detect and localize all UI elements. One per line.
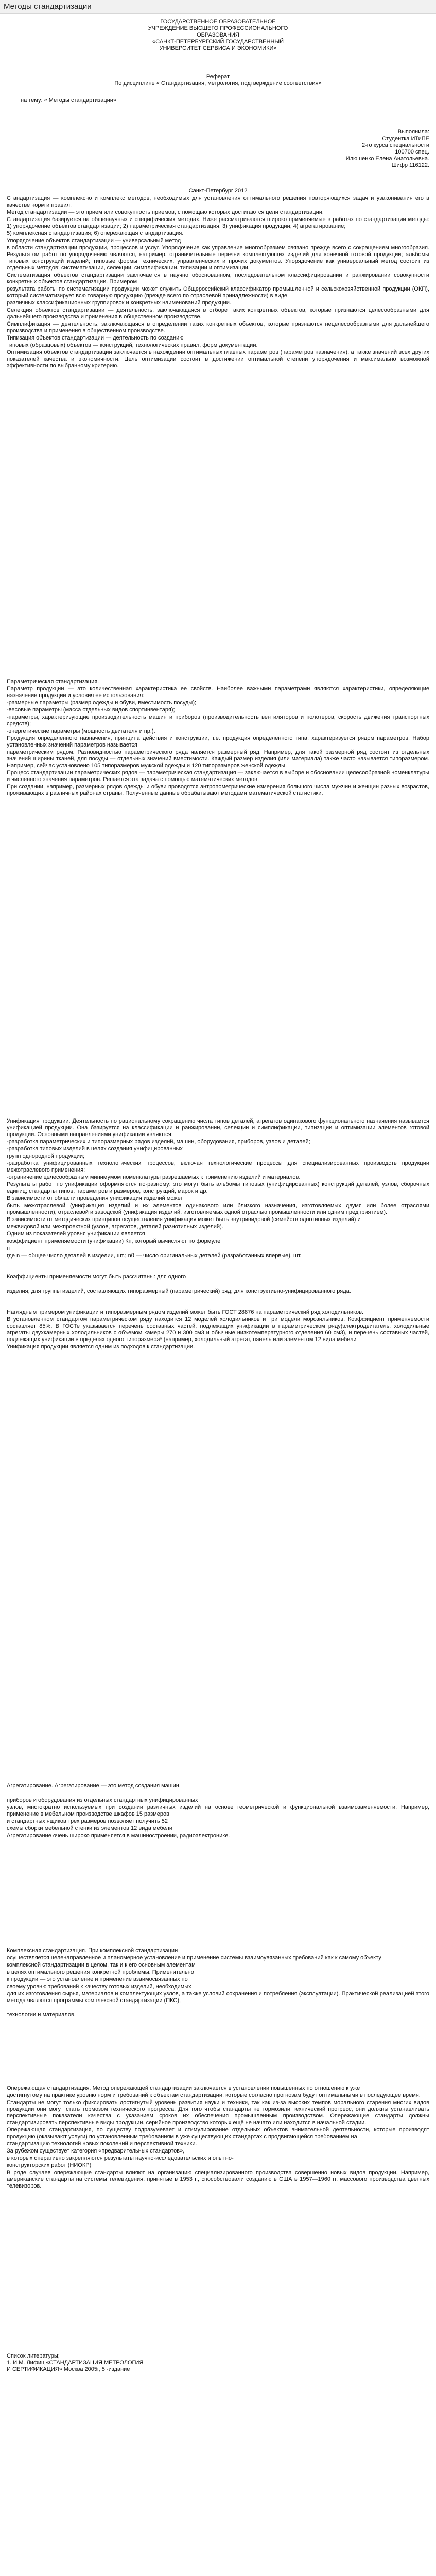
header-line: ОБРАЗОВАНИЯ: [197, 32, 239, 38]
city-year: Санкт-Петербург 2012: [188, 188, 248, 194]
author-line: Студентка ИТиПЕ: [382, 135, 429, 142]
paragraph: стандартизацию технологий новых поколений и перспективной техники.: [7, 2141, 197, 2147]
formula-symbol: Коэффициенты применяемости могут быть рассчитаны: для одного: [7, 1274, 186, 1280]
header-line: УНИВЕРСИТЕТ СЕРВИСА И ЭКОНОМИКИ»: [159, 45, 277, 52]
referat-label: Реферат: [206, 74, 230, 80]
paragraph: -разработка унифицированных технологических процессов, включая технологические процессы для специализированных производств продукции межотраслевого применения;: [7, 1160, 429, 1173]
paragraph: своему уровню требований к качеству готовых изделий, необходимых: [7, 1984, 191, 1990]
paragraph: технологии и материалов.: [7, 2012, 76, 2018]
paragraph: Оптимизация объектов стандартизации заключается в нахождении оптимальных главных параметров (параметров назначения), а также значений всех других показателей качества и экономичности. Цель оптимизации состоит в достижении оптимальной степени упорядочения и максимально возможной эффективности по выбранному критерию.: [7, 349, 429, 369]
paragraph: групп однородной продукции;: [7, 1153, 85, 1159]
section-aggregation: [7, 1783, 429, 1840]
paragraph: Стандартизация базируется на общенаучных и специфических методах. Ниже рассматриваются широко применяемые в работах по стандартизации методы: 1) упорядочение объектов стандартизации; 2) параметрическая стандартизация; 3) унификация продукции; 4) агрегатирование;: [7, 216, 429, 229]
paragraph: Стандарты не могут только фиксировать достигнутый уровень развития науки и техники, так как из-за высоких темпов морального старения многих видов продукции они могут стать тормозом технического прогресса. Для того чтобы стандарты не тормозили технический прогресс, они должны устанавливать перспективные показатели качества с указанием сроков их обеспечения промышленным производством. Опережающие стандарты должны стандартизировать перспективные виды продукции, серийное производство которых ещё не начато или находится в начальной стадии.: [7, 2099, 429, 2126]
paragraph: Типизация объектов стандартизации — деятельность по созданию: [7, 335, 184, 341]
spacer: [7, 2005, 429, 2011]
spacer: [7, 1295, 429, 1309]
formula-spacer: [7, 1281, 429, 1287]
discipline-line: По дисциплине « Стандартизация, метрология, подтверждение соответствия»: [114, 80, 322, 87]
paragraph: различных классификационных группировок и конкретных наименований продукции.: [7, 300, 231, 306]
paragraph: -размерные параметры (размер одежды и обуви, вместимость посуды);: [7, 700, 197, 706]
references: [7, 2353, 429, 2373]
header-line: ГОСУДАРСТВЕННОЕ ОБРАЗОВАТЕЛЬНОЕ: [160, 19, 276, 25]
paragraph: изделия; для группы изделий, составляющих типоразмерный (параметрический) ряд; для конструктивно-унифицированного ряда.: [7, 1288, 351, 1294]
paragraph: Селекция объектов стандартизации — деятельность, заключающаяся в отборе таких конкретных объектов, которые признаются целесообразными для дальнейшего производства и применения в общественном производстве.: [7, 307, 429, 320]
section-ordering: [7, 195, 429, 370]
paragraph: узлов, многократно используемых при создании различных изделий на основе геометрической и функциональной взаимозаменяемости. Например, применение в мебельном производстве шкафов 15 размеров: [7, 1804, 429, 1817]
header-line: «САНКТ-ПЕТЕРБУРГСКИЙ ГОСУДАРСТВЕННЫЙ: [152, 39, 284, 45]
paragraph: Систематизация объектов стандартизации заключается в научно обоснованном, последовательном классифицировании и ранжировании совокупности конкретных объектов стандартизации. Примером: [7, 272, 429, 285]
author-block: [7, 129, 429, 169]
section-advanced: [7, 2085, 429, 2190]
paragraph: типовых (образцовых) объектов — конструкций, технологических правил, форм документации.: [7, 342, 258, 348]
paragraph: Упорядочение объектов стандартизации — универсальный метод: [7, 238, 181, 244]
paragraph: Продукция определенного назначения, принципа действия и конструкции, т.е. продукция определенного типа, характеризуется рядом параметров. Набор установленных значений параметров называется: [7, 735, 429, 748]
title-bar: [0, 0, 436, 14]
paragraph: За рубежом существует категория «предварительных стандартов»,: [7, 2148, 185, 2154]
paragraph: Параметрическая стандартизация.: [7, 679, 99, 685]
paragraph: межвидовой или межпроектной (узлов, агрегатов, деталей разнотипных изделий).: [7, 1224, 223, 1230]
formula-spacer: [7, 1260, 429, 1273]
paragraph: Наглядным примером унификации и типоразмерным рядом изделий может быть ГОСТ 28876 на параметрический ряд холодильников.: [7, 1309, 364, 1315]
paragraph: При создании, например, размерных рядов одежды и обуви проводятся антропометрические измерения большого числа мужчин и женщин разных возрастов, проживающих в различных районах страны. Полученные данные обрабатывают методами математической статистики.: [7, 784, 429, 796]
paragraph: конструкторских работ (НИОКР): [7, 2162, 92, 2168]
section-parametric: [7, 679, 429, 798]
paragraph: в области стандартизации продукции, процессов и услуг. Упорядочение как управление многообразием связано прежде всего с сокращением многообразия. Результатом работ по упорядочению являются, например, ограничительные перечни комплектующих изделий для конечной готовой продукции; альбомы типовых конструкций изделий; типовые формы технических, управленческих и прочих документов. Упорядочение как универсальный метод состоит из отдельных методов: систематизации, селекции, симплификации, типизации и оптимизации.: [7, 245, 429, 271]
paragraph: В ряде случаев опережающие стандарты влияют на организацию специализированного производства совершенно новых видов продукции. Например, американские стандарты на системы телевидения, принятые в 1953 г., способствовали созданию в США в 1957—1960 гг. массового производства цветных телевизоров.: [7, 2170, 429, 2189]
paragraph: результата работы по систематизации продукции может служить Общероссийский классификатор промышленной и сельскохозяйственной продукции (ОКП), который систематизирует всю товарную продукцию (прежде всего по отраслевой принадлежности) в виде: [7, 286, 429, 299]
paragraph: Результаты работ по унификации оформляются по-разному: это могут быть альбомы типовых (унифицированных) конструкций деталей, узлов, сборочных единиц; стандарты типов, параметров и размеров, конструкций, марок и др.: [7, 1181, 429, 1194]
author-line: Илюшенко Елена Анатольевна.: [345, 156, 429, 162]
paragraph: -разработка типовых изделий в целях создания унифицированных: [7, 1146, 183, 1152]
paragraph: схемы сборки мебельной стенки из элементов 12 вида мебели: [7, 1825, 172, 1832]
paragraph: Метод стандартизации — это прием или совокупность приемов, с помощью которых достигаются цели стандартизации.: [7, 209, 324, 215]
author-line: 2-го курса специальности: [362, 142, 429, 148]
document-title: Методы стандартизации: [4, 2, 92, 11]
references-title: Список литературы;: [7, 2353, 60, 2359]
topic-line: на тему: « Методы стандартизации»: [21, 97, 117, 104]
paragraph: Процесс стандартизации параметрических рядов — параметрическая стандартизация — заключается в выборе и обосновании целесообразной номенклатуры и численного значения параметров. Решается эта задача с помощью математических методов.: [7, 770, 429, 783]
paragraph: -энергетические параметры (мощность двигателя и пр.).: [7, 728, 155, 734]
paragraph: Стандартизация — комплексно и комплекс методов, необходимых для установления оптимального решения повторяющихся задач и узаконивания его в качестве норм и правил.: [7, 195, 429, 208]
paragraph: -разработка параметрических и типоразмерных рядов изделий, машин, оборудования, приборов, узлов и деталей;: [7, 1139, 310, 1145]
reference-item: И СЕРТИФИКАЦИЯ» Москва 2005г, 5 -издание: [7, 2366, 130, 2372]
paragraph: Одним из показателей уровня унификации является: [7, 1231, 145, 1237]
paragraph: 5) комплексная стандартизация; 6) опережающая стандартизация.: [7, 230, 184, 236]
paragraph: для их изготовления сырья, материалов и комплектующих узлов, а также условий сохранения и потребления (эксплуатации). Практической реализацией этого метода являются программы комплексной стандартизации (ПКС),: [7, 1991, 429, 2004]
paragraph: Опережающая стандартизация. Метод опережающей стандартизации заключается в установлении повышенных по отношению к уже: [7, 2085, 360, 2091]
paragraph: Агрегатирование очень широко применяется в машиностроении, радиоэлектронике.: [7, 1833, 230, 1839]
paragraph: приборов и оборудования из отдельных стандартных унифицированных: [7, 1797, 198, 1803]
paragraph: в которых оперативно закрепляются результаты научно-исследовательских и опытно-: [7, 2155, 234, 2161]
paragraph: параметрическим рядом. Разновидностью параметрического ряда является размерный ряд. Например, для такой размерной ряд состоит из отдельных значений ширины тканей, для посуды — отдельных значений вместимости. Каждый размер изделия (или материала) также часто называется типоразмером. Например, сейчас установлено 105 типоразмеров мужской одежды и 120 типоразмеров женской одежды.: [7, 749, 429, 769]
spacer: [7, 1790, 429, 1797]
paragraph: Агрегатирование. Агрегатирование — это метод создания машин,: [7, 1783, 181, 1789]
paragraph: Опережающая стандартизация, по существу подразумевает и стимулирование отдельных объектов внимательной деятельности, которые производят продукцию (оказывают услуги) по установленным требованиям в уже существующих стандартах с продвигающейся требованием на: [7, 2127, 429, 2140]
paragraph: и стандартных ящиков трех размеров позволяет получить 52: [7, 1818, 168, 1824]
paragraph: быть межотраслевой (унификация изделий и их элементов одинакового или близкого назначения, изготовляемых двумя или более отраслями промышленности), отраслевой и заводской (унификация изделий, изготовляемых одной отраслью промышленности или одним предприятием).: [7, 1202, 429, 1215]
paragraph: Параметр продукции — это количественная характеристика ее свойств. Наиболее важными параметрами являются характеристики, определяющие назначение продукции и условия ее использования:: [7, 686, 429, 699]
header-line: УЧРЕЖДЕНИЕ ВЫСШЕГО ПРОФЕССИОНАЛЬНОГО: [148, 25, 288, 31]
paragraph: -весовые параметры (масса отдельных видов спортинвентаря);: [7, 707, 175, 713]
paragraph: где n — общее число деталей в изделии, шт.; n0 — число оригинальных деталей (разработанных впервые), шт.: [7, 1252, 302, 1259]
paragraph: комплексной стандартизации в целом, так и к его основным элементам: [7, 1962, 196, 1968]
section-complex: [7, 1947, 429, 2019]
paragraph: Симплификация — деятельность, заключающаяся в определении таких конкретных объектов, которые признаются нецелесообразными для дальнейшего производства и применения в общественном производстве.: [7, 321, 429, 334]
paragraph: п: [7, 1245, 10, 1251]
paragraph: -параметры, характеризующие производительность машин и приборов (производительность вентиляторов и полотеров, скорость движения транспортных средств);: [7, 714, 429, 727]
author-line: Шифр 116122.: [391, 162, 429, 168]
section-unification: [7, 1118, 429, 1351]
author-line: 100700 спец.: [395, 149, 429, 155]
paragraph: В зависимости от области проведения унификация изделий может: [7, 1195, 183, 1201]
author-line: Выполнила:: [397, 129, 429, 135]
institution-header: [7, 19, 429, 52]
paragraph: Унификация продукции является одним из подходов к стандартизации.: [7, 1344, 195, 1350]
paragraph: в целях оптимального решения конкретной проблемы. Применительно: [7, 1969, 194, 1975]
paragraph: В зависимости от методических принципов осуществления унификация может быть внутривидовой (семейств однотипных изделий) и: [7, 1216, 361, 1223]
paragraph: -ограничение целесообразным минимумом номенклатуры разрешаемых к применению изделий и материалов.: [7, 1174, 301, 1180]
paragraph: к продукции — это установление и применение взаимосвязанных по: [7, 1976, 188, 1982]
paragraph: коэффициент применяемости (унификации) Кп, который вычисляют по формуле: [7, 1238, 221, 1244]
paragraph: Комплексная стандартизация. При комплексной стандартизации: [7, 1947, 178, 1954]
paragraph: Унификация продукции. Деятельность по рациональному сокращению числа типов деталей, агрегатов одинакового функционального назначения называется унификацией продукции. Она базируется на классификации и ранжировании, селекции и симплификации, типизации и оптимизации элементов готовой продукции. Основными направлениями унификации являются:: [7, 1118, 429, 1138]
paragraph: В установленном стандартом параметрическом ряду находится 12 моделей холодильников и три модели морозильников. Коэффициент применяемости составляет 85%. В ГОСТе указывается перечень составных частей, подлежащих унификации в параметрическом ряду(электродвигатель, холодильные агрегаты двухкамерных холодильников с объемом камеры 270 и 300 см3 и обычные низкотемпературного отделения 60 см3), и перечень составных частей, подлежащих унификации в пределах одного типоразмера* (например, холодильный агрегат, панель или элементом 12 вида мебели: [7, 1316, 429, 1343]
paragraph: осуществляется целенаправленное и планомерное установление и применение системы взаимоувязанных требований как к самому объекту: [7, 1955, 381, 1961]
paragraph: достигнутому на практике уровню норм и требований к объектам стандартизации, которые согласно прогнозам будут оптимальными в последующее время.: [7, 2092, 421, 2098]
reference-item: 1. И.М. Лифиц «СТАНДАРТИЗАЦИЯ,МЕТРОЛОГИЯ: [7, 2360, 144, 2366]
